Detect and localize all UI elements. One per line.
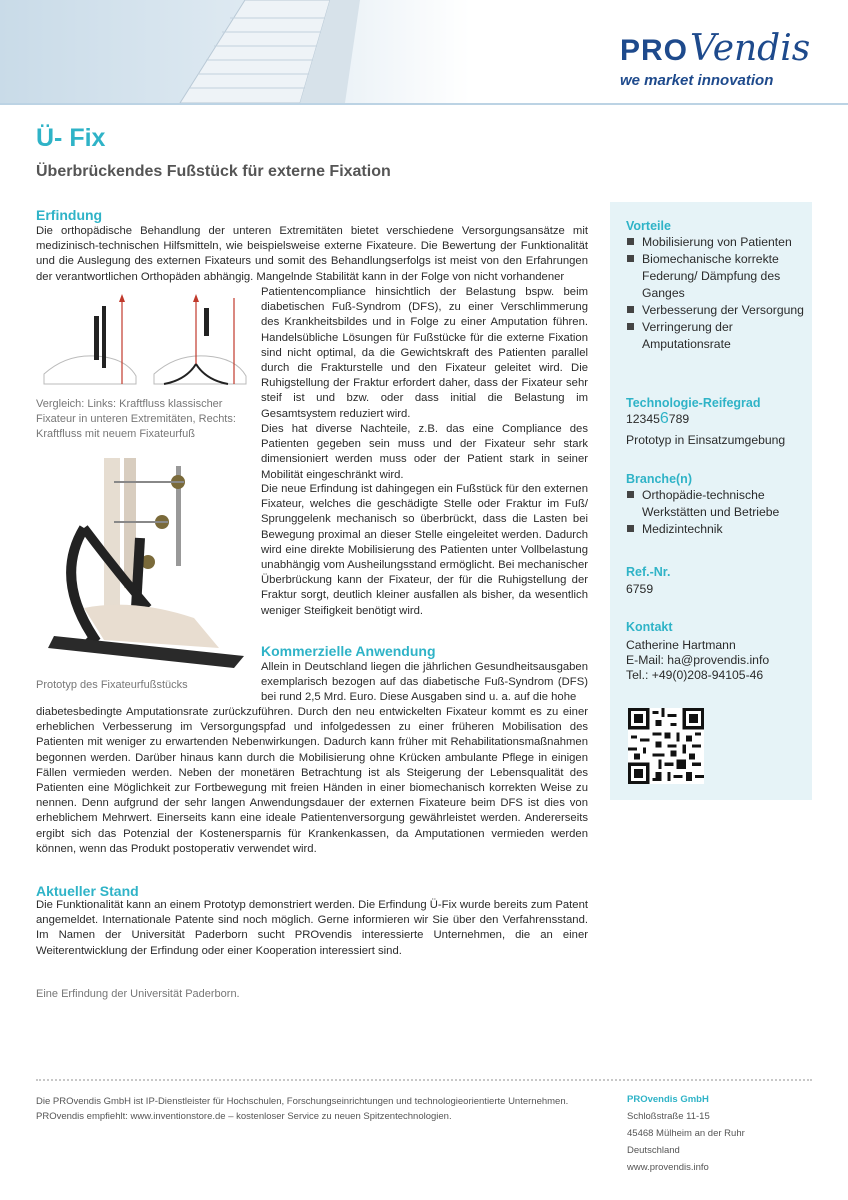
trl-scale-after: 789	[668, 412, 690, 426]
ref-heading: Ref.-Nr.	[626, 565, 671, 579]
kontakt-phone: Tel.: +49(0)208-94105-46	[626, 668, 764, 682]
footer-city: 45468 Mülheim an der Ruhr	[627, 1128, 745, 1139]
header-banner	[0, 0, 848, 103]
erfindung-text-2: Dies hat diverse Nachteile, z.B. das eine Compliance des Patienten gegeben sein muss und der Fixateur sehr stark dimensioniert werden muss oder der Patient stark in seiner Mobilität eingeschränkt wird.	[261, 423, 588, 481]
footer-company: PROvendis GmbH	[627, 1094, 709, 1105]
vorteil-item: Verringerung der Amputationsrate	[626, 319, 810, 353]
logo-pro-text: PRO	[620, 34, 689, 67]
origin-note: Eine Erfindung der Universität Paderborn.	[36, 988, 240, 1000]
trl-text: Prototyp in Einsatzumgebung	[626, 433, 786, 447]
kommerziell-text: diabetesbedingte Amputationsrate zurückzuführen. Durch den neu entwickelten Fixateur kommt es zu einer erheblichen Verbesserung im Versorgungspfad und infolgedessen zu einer früheren Mobilisation des Patienten mit weniger zu erwartenden Nebenwirkungen. Dadurch kann früher mit Rehabilitationsmaßnahmen begonnen werden. Darüber hinaus kann durch die Mobilisierung ohne Krücken ambulante Pflege in einigen Fällen vermieden werden. Neben der monetären Betrachtung ist als Steigerung der Lebensqualität des Patienten eine Möglichkeit zur Fortbewegung mit freien Händen in einer biomechanisch korrekten Weise zu nennen. Denn aufgrund der sehr langen Anwendungsdauer der externen Fixateure beim DFS ist dies von erheblichem Mehrwert. Einerseits kann eine ideale Patientenversorgung gewährleistet werden. Andererseits ergibt sich das Potenzial der Kostenersparnis für Krankenkassen, da Amputationen vermieden werden können, wenn das Produkt postoperativ verwendet wird.	[36, 706, 588, 855]
trl-scale	[626, 411, 689, 427]
erfindung-text-3: Die neue Erfindung ist dahingegen ein Fußstück für den externen Fixateur, welches die geschädigte Stelle oder Fraktur im Fuß/ Sprunggelenk mechanisch so überbrückt, dass die Lasten bei Bewegung proximal an dieser Stelle eingeleitet werden. Dadurch wird eine direkte Mobilisierung des Patienten unter Vollbelastung unabhängig vom Ausheilungsstand ermöglicht. Bei mechanischer Überbrückung kann der Fixateur, der für die Ruhigstellung der Fraktur sorgt, deutlich kleiner ausfallen als bisher, da wesentlich weniger Steifigkeit benötigt wird.	[261, 483, 588, 617]
trl-current-level: 6	[659, 410, 669, 427]
kontakt-heading: Kontakt	[626, 620, 673, 634]
page-subtitle: Überbrückendes Fußstück für externe Fixation	[36, 163, 391, 180]
branche-item: Orthopädie-technische Werkstätten und Betriebe	[626, 487, 810, 521]
footer-address	[627, 1091, 745, 1176]
kommerziell-heading: Kommerzielle Anwendung	[261, 643, 436, 659]
figure-caption-1: Vergleich: Links: Kraftfluss klassischer Fixateur in unteren Extremitäten, Rechts: Kraftfluss mit neuem Fixateurfuß	[36, 398, 236, 440]
footer-website[interactable]: www.provendis.info	[627, 1162, 709, 1173]
logo-tagline: we market innovation	[620, 72, 774, 89]
stand-heading: Aktueller Stand	[36, 883, 139, 899]
ref-value: 6759	[626, 582, 654, 596]
trl-scale-before: 12345	[626, 412, 660, 426]
erfindung-intro: Die orthopädische Behandlung der unteren Extremitäten bietet verschiedene Versorgungsansätze mit medizinisch-technischen Hilfsmitteln, wie beispielsweise externe Fixateure. Die Bewertung der Funktionalität und die Auslegung des externen Fixateurs und somit des Behandlungserfolgs ist meist von den Erfahrungen der verantwortlichen Orthopäden abhängig. Mangelnde Stabilität kann in der Folge von nicht vorhandener	[36, 225, 588, 283]
kontakt-email[interactable]: E-Mail: ha@provendis.info	[626, 653, 770, 667]
erfindung-heading: Erfindung	[36, 207, 103, 223]
page-title: Ü- Fix	[36, 124, 106, 152]
footer-country: Deutschland	[627, 1145, 680, 1156]
info-sidebar	[610, 202, 812, 800]
footer-line-2: PROvendis empfiehlt: www.inventionstore.de – kostenloser Service zu neuen Spitzentechnologien.	[36, 1111, 452, 1122]
figure-caption-2: Prototyp des Fixateurfußstücks	[36, 679, 188, 691]
footer-line-1: Die PROvendis GmbH ist IP-Dienstleister für Hochschulen, Forschungseinrichtungen und technologieorientierte Unternehmen.	[36, 1096, 569, 1107]
prototype-photo	[44, 458, 248, 670]
header-divider	[0, 103, 848, 105]
footer-street: Schloßstraße 11-15	[627, 1111, 710, 1122]
stand-text: Die Funktionalität kann an einem Prototyp demonstriert werden. Die Erfindung Ü-Fix wurde bereits zum Patent angemeldet. Internationale Patente sind noch möglich. Gerne informieren wir Sie über den Verfahrensstand. Im Namen der Universität Paderborn sucht PROvendis interessierte Unternehmen, die an einer Weiterentwicklung der Erfindung oder einer Kooperation interessiert sind.	[36, 899, 588, 957]
kontakt-name: Catherine Hartmann	[626, 638, 736, 652]
qr-code[interactable]	[628, 708, 704, 784]
branche-list	[626, 487, 810, 538]
provendis-logo	[620, 14, 830, 94]
trl-heading: Technologie-Reifegrad	[626, 396, 761, 410]
vorteile-heading: Vorteile	[626, 219, 671, 233]
logo-vendis-text: Vendis	[690, 28, 811, 69]
branche-heading: Branche(n)	[626, 472, 692, 486]
branche-item: Medizintechnik	[626, 521, 810, 538]
vorteile-list	[626, 234, 810, 353]
vorteil-item: Mobilisierung von Patienten	[626, 234, 810, 251]
vorteil-item: Verbesserung der Versorgung	[626, 302, 810, 319]
kommerziell-text-top: Allein in Deutschland liegen die jährlichen Gesundheitsausgaben exemplarisch bezogen auf das diabetische Fuß-Syndrom (DFS) bei rund 2,5 Mrd. Euro. Diese Ausgaben sind u. a. auf die hohe	[261, 661, 588, 704]
skyscraper-image	[0, 0, 470, 103]
footer-divider	[36, 1079, 812, 1081]
force-flow-diagram	[36, 294, 250, 390]
vorteil-item: Biomechanische korrekte Federung/ Dämpfung des Ganges	[626, 251, 810, 302]
erfindung-text-1: Patientencompliance hinsichtlich der Belastung bspw. beim diabetischen Fuß-Syndrom (DFS), zu einer Verschlimmerung des Krankheitsbildes und in Folge zu einer Amputation führen. Handelsübliche Lösungen für Fußstücke für die externe Fixation sind nicht optimal, da die Gewichtskraft des Patienten parallel durch die Frakturstelle und den Fixateur geleitet wird. Die Ruhigstellung der Fraktur erfordert daher, dass der Fixateur sehr steif ist und bzw. oder dass initial die Belastung im Gesamtsystem reduziert wird.	[261, 286, 588, 420]
